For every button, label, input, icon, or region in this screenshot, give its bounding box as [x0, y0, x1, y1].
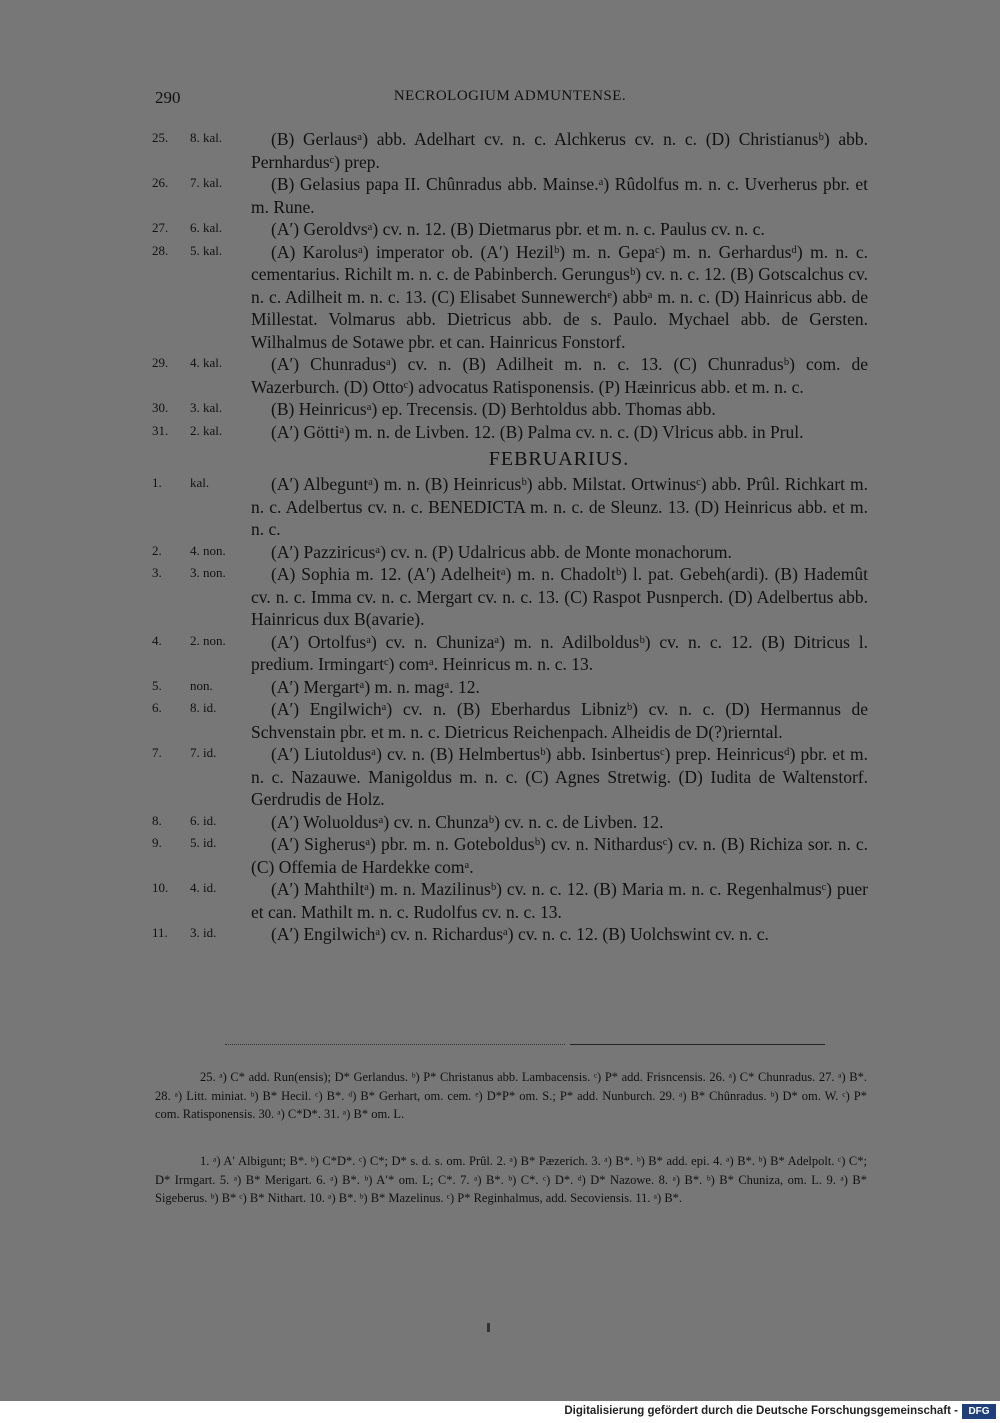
entry-text: (A) Sophia m. 12. (A′) Adelheitᵃ) m. n. Chadoltᵇ) l. pat. Gebeh(ardi). (B) Hademût cv. n. c. Imma cv. n. c. Mergart cv. n. c. 13. (C) Raspot Pusnperch. (D) Adelbertus abb. Hainricus dux B(avarie).: [251, 564, 868, 629]
entry-day: 26.: [152, 175, 169, 190]
entry-row: [150, 421, 868, 444]
entry-row: [150, 698, 868, 743]
entry-date: 3. kal.: [190, 400, 223, 415]
february-entries: [150, 473, 868, 946]
entry-text: (A′) Ortolfusᵃ) cv. n. Chunizaᵃ) m. n. Adilboldusᵇ) cv. n. c. 12. (B) Ditricus l. predium. Irmingartᶜ) comᵃ. Heinricus m. n. c. 13.: [251, 631, 868, 674]
entry-text: (B) Gerlausᵃ) abb. Adelhart cv. n. c. Alchkerus cv. n. c. (D) Christianusᵇ) abb. Pernhardusᶜ) prep.: [251, 129, 868, 172]
entry-text: (A′) Geroldvsᵃ) cv. n. 12. (B) Dietmarus pbr. et m. n. c. Paulus cv. n. c.: [271, 219, 765, 239]
entry-date: 7. id.: [190, 745, 217, 760]
entry-date: 2. non.: [190, 632, 226, 648]
entry-date: kal.: [190, 475, 210, 490]
entry-day: 9.: [152, 835, 162, 850]
entry-row: [150, 218, 868, 241]
footnote-rule: [570, 1044, 825, 1045]
entry-row: [150, 676, 868, 699]
entry-text: (A′) Albeguntᵃ) m. n. (B) Heinricusᵇ) abb. Milstat. Ortwinusᶜ) abb. Prûl. Richkart m. n. c. Adelbertus cv. n. c. BENEDICTA m. n. c. de Sleunz. 13. (D) Heinricus abb. et m. n. c.: [251, 474, 868, 539]
section-title: FEBRUARIUS.: [488, 448, 630, 470]
entry-row: [150, 173, 868, 218]
entry-text: (A′) Göttiᵃ) m. n. de Livben. 12. (B) Palma cv. n. c. (D) Vlricus abb. in Prul.: [271, 421, 804, 442]
entry-row: [150, 128, 868, 173]
entry-text: (A) Karolusᵃ) imperator ob. (A′) Hezilᵇ) m. n. Gepaᶜ) m. n. Gerhardusᵈ) m. n. c. cementarius. Richilt m. n. c. de Pabinberch. Gerungusᵇ) cv. n. c. 12. (B) Gotscalchus cv. n. c. Adilheit m. n. c. 13. (C) Elisabet Sunnewerchᵉ) abbᵃ m. n. c. (D) Hainricus abb. de Millestat. Volmarus abb. Dietricus abb. de s. Paulo. Mychael abb. de Gersten. Wilhalmus de Sotawe pbr. et can. Hainricus Fonstorf.: [251, 241, 868, 352]
entry-date: 8. kal.: [190, 130, 223, 145]
dfg-logo: DFG: [962, 1404, 996, 1419]
entry-row: [150, 878, 868, 923]
entry-date: non.: [190, 677, 213, 693]
entry-text: (A′) Mergartᵃ) m. n. magᵃ. 12.: [271, 676, 480, 697]
entry-date: 3. id.: [190, 925, 217, 940]
page-number: 290: [155, 88, 181, 107]
entry-day: 29.: [152, 355, 169, 370]
entry-day: 27.: [152, 220, 169, 235]
entry-text: (A′) Woluoldusᵃ) cv. n. Chunzaᵇ) cv. n. c. de Livben. 12.: [271, 811, 664, 832]
entry-day: 28.: [152, 242, 169, 258]
entry-day: 7.: [152, 745, 162, 760]
entry-text: (A′) Sigherusᵃ) pbr. m. n. Goteboldusᵇ) cv. n. Nithardusᶜ) cv. n. (B) Richiza sor. n. c. (C) Offemia de Hardekke comᵃ.: [251, 834, 868, 877]
page-mark: [487, 1323, 490, 1332]
entry-day: 1.: [152, 475, 162, 490]
entry-text: (A′) Liutoldusᵃ) cv. n. (B) Helmbertusᵇ) abb. Isinbertusᶜ) prep. Heinricusᵈ) pbr. et m. n. c. Nazauwe. Manigoldus m. n. c. (C) Agnes Stretwig. (D) Iudita de Waltenstorf. Gerdrudis de Holz.: [251, 744, 868, 809]
entry-day: 31.: [152, 422, 169, 438]
entry-date: 8. id.: [190, 700, 217, 715]
entry-text: (B) Gelasius papa II. Chûnradus abb. Mainse.ᵃ) Rûdolfus m. n. c. Uverherus pbr. et m. Rune.: [251, 174, 868, 217]
entry-row: [150, 811, 868, 834]
entry-day: 30.: [152, 400, 169, 415]
entry-date: 5. kal.: [190, 242, 223, 258]
entry-text: (A′) Chunradusᵃ) cv. n. (B) Adilheit m. n. c. 13. (C) Chunradusᵇ) com. de Wazerburch. (D) Ottoᶜ) advocatus Ratisponensis. (P) Hæinricus abb. et m. n. c.: [251, 354, 868, 397]
entry-date: 2. kal.: [190, 422, 223, 438]
entry-day: 5.: [152, 677, 162, 693]
entry-day: 8.: [152, 812, 162, 828]
footnotes-february: 1. ᵃ) A′ Albigunt; B*. ᵇ) C*D*. ᶜ) C*; D* s. d. s. om. Prûl. 2. ᵃ) B* Pæzerich. 3. ᵃ) B*. ᵇ) B* add. epi. 4. ᵃ) B*. ᵇ) B* Adelpolt. ᶜ) C*; D* Irmgart. 5. ᵃ) B* Merigart. 6. ᵃ) B*. ᵇ) A′* om. L; C*. 7. ᵃ) B*. ᵇ) C*. ᶜ) D*. ᵈ) D* Nazowe. 8. ᵃ) B*. ᵇ) B* Chuniza, om. L. 9. ᵃ) B* Sigeberus. ᵇ) B* ᶜ) B* Nithart. 10. ᵃ) B*. ᵇ) B* Mazelinus. ᶜ) P* Reginhalmus, add. Secoviensis. 11. ᵃ) B*.: [155, 1154, 867, 1205]
entry-date: 6. id.: [190, 812, 217, 828]
entry-text: (A′) Mahthiltᵃ) m. n. Mazilinusᵇ) cv. n. c. 12. (B) Maria m. n. c. Regenhalmusᶜ) puer et can. Mathilt m. n. c. Rudolfus cv. n. c. 13.: [251, 879, 868, 922]
entry-day: 25.: [152, 130, 169, 145]
entry-date: 3. non.: [190, 565, 226, 580]
necrology-entries: [150, 128, 868, 946]
january-entries: [150, 128, 868, 443]
entry-row: [150, 353, 868, 398]
entry-text: (A′) Engilwichᵃ) cv. n. (B) Eberhardus Libnizᵇ) cv. n. c. (D) Hermannus de Schvenstain pbr. et m. n. c. Dietricus Reichenpach. Alheidis de D(?)rierntal.: [251, 699, 868, 742]
footer-text: Digitalisierung gefördert durch die Deutsche Forschungsgemeinschaft -: [564, 1405, 958, 1417]
entry-text: (A′) Engilwichᵃ) cv. n. Richardusᵃ) cv. n. c. 12. (B) Uolchswint cv. n. c.: [271, 924, 769, 944]
entry-day: 3.: [152, 565, 162, 580]
entry-row: [150, 631, 868, 676]
entry-text: (B) Heinricusᵃ) ep. Trecensis. (D) Berhtoldus abb. Thomas abb.: [271, 399, 716, 419]
entry-day: 6.: [152, 700, 162, 715]
entry-date: 7. kal.: [190, 175, 223, 190]
entry-row: [150, 241, 868, 354]
page-title: NECROLOGIUM ADMUNTENSE.: [393, 88, 627, 104]
dotted-separator: [225, 1044, 565, 1045]
entry-date: 4. id.: [190, 880, 217, 895]
entry-row: [150, 743, 868, 811]
entry-day: 2.: [152, 542, 162, 558]
entry-row: [150, 473, 868, 541]
entry-day: 10.: [152, 880, 169, 895]
entry-date: 5. id.: [190, 835, 217, 850]
footnotes-january: 25. ᵃ) C* add. Run(ensis); D* Gerlandus. ᵇ) P* Christanus abb. Lambacensis. ᶜ) P* add. Frisncensis. 26. ᵃ) C* Chunradus. 27. ᵃ) B*. 28. ᵃ) Litt. miniat. ᵇ) B* Hecil. ᶜ) B*. ᵈ) B* Gerhart, om. cem. ᵉ) D*P* om. S.; P* add. Nunburch. 29. ᵃ) B* Chûnradus. ᵇ) D* om. W. ᶜ) P* com. Ratisponensis. 30. ᵃ) C*D*. 31. ᵃ) B* om. L.: [155, 1070, 867, 1121]
entry-row: [150, 398, 868, 421]
entry-row: [150, 923, 868, 946]
entry-row: [150, 563, 868, 631]
footer-banner: [0, 1401, 1000, 1423]
entry-day: 4.: [152, 632, 162, 648]
running-header: [155, 88, 865, 112]
entry-date: 6. kal.: [190, 220, 223, 235]
entry-row: [150, 833, 868, 878]
entry-row: [150, 541, 868, 564]
entry-text: (A′) Pazziricusᵃ) cv. n. (P) Udalricus abb. de Monte monachorum.: [271, 541, 732, 562]
entry-date: 4. non.: [190, 542, 226, 558]
entry-day: 11.: [152, 925, 168, 940]
entry-date: 4. kal.: [190, 355, 223, 370]
